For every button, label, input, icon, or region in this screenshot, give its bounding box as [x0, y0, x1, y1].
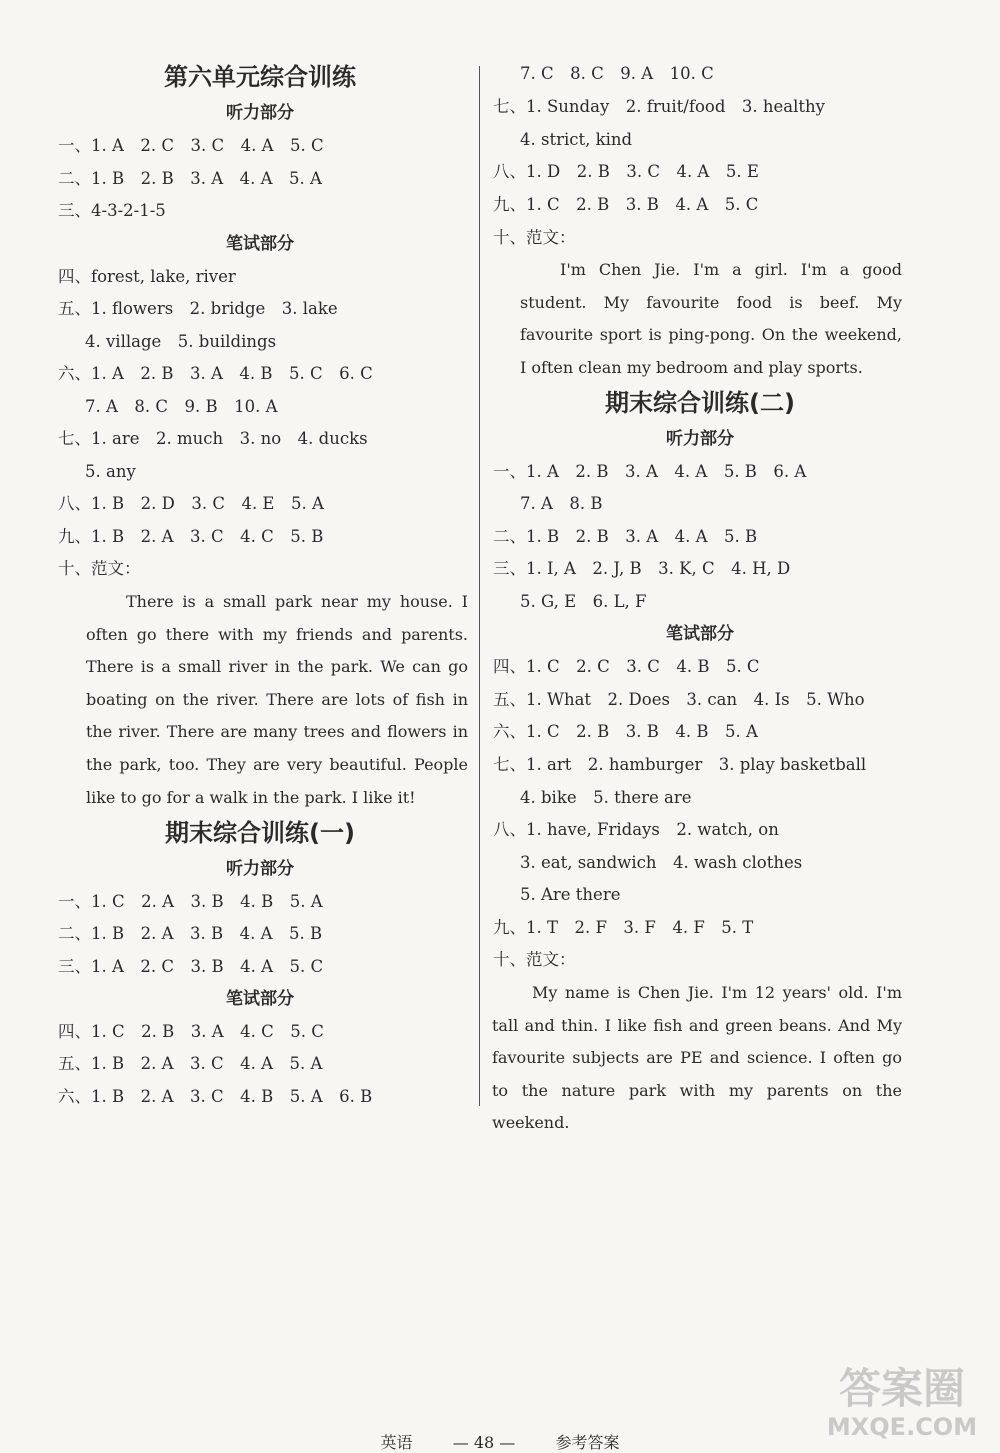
answer-line: 5. any — [85, 462, 136, 481]
footer-subject: 英语 — [380, 1433, 413, 1452]
answer-line: 六、1. C 2. B 3. B 4. B 5. A — [493, 722, 758, 741]
answer-line: 五、1. What 2. Does 3. can 4. Is 5. Who — [493, 690, 865, 709]
answer-line: 4. strict, kind — [520, 130, 633, 149]
answer-line: 七、1. art 2. hamburger 3. play basketball — [493, 755, 867, 774]
answer-line: 九、1. T 2. F 3. F 4. F 5. T — [493, 918, 754, 937]
final1-written-heading: 笔试部分 — [226, 989, 294, 1009]
answer-line: 四、1. C 2. B 3. A 4. C 5. C — [58, 1022, 324, 1041]
final1-title: 期末综合训练(一) — [165, 819, 355, 847]
footer-section: 参考答案 — [555, 1433, 620, 1452]
answer-line: 七、1. are 2. much 3. no 4. ducks — [58, 429, 368, 448]
unit6-essay: There is a small park near my house. I often go there with my friends and parents. There is a small river in the park. We can go boating on the river. There are lots of fish in the river. There are many trees and flowers in the park, too. They are very beautiful. People like to go for a walk in the park. I like it! — [86, 592, 468, 807]
answer-line: 六、1. B 2. A 3. C 4. B 5. A 6. B — [58, 1087, 373, 1106]
answer-line: 六、1. A 2. B 3. A 4. B 5. C 6. C — [58, 364, 373, 383]
answer-line: 四、forest, lake, river — [58, 267, 236, 286]
answer-line: 二、1. B 2. B 3. A 4. A 5. B — [493, 527, 758, 546]
answer-line: 4. village 5. buildings — [85, 332, 277, 351]
answer-line: 四、1. C 2. C 3. C 4. B 5. C — [493, 657, 760, 676]
answer-line: 5. Are there — [520, 885, 621, 904]
answer-line: 3. eat, sandwich 4. wash clothes — [520, 853, 803, 872]
watermark-text-bottom: MXQE.COM — [826, 1413, 978, 1441]
answer-line: 三、1. A 2. C 3. B 4. A 5. C — [58, 957, 324, 976]
answer-line: 三、1. I, A 2. J, B 3. K, C 4. H, D — [493, 559, 791, 578]
answer-line: 五、1. B 2. A 3. C 4. A 5. A — [58, 1054, 323, 1073]
final2-essay: My name is Chen Jie. I'm 12 years' old. I'm tall and thin. I like fish and green beans. And My favourite subjects are PE and science. I often go to the nature park with my parents on the weekend. — [492, 983, 902, 1133]
final1-listening-heading: 听力部分 — [226, 859, 294, 879]
answer-line: 一、1. C 2. A 3. B 4. B 5. A — [58, 892, 323, 911]
answer-line: 九、1. C 2. B 3. B 4. A 5. C — [493, 195, 759, 214]
page-number: — 48 — — [452, 1433, 516, 1452]
answer-line: 7. C 8. C 9. A 10. C — [520, 64, 714, 83]
answer-line: 7. A 8. C 9. B 10. A — [85, 397, 278, 416]
answer-line: 三、4-3-2-1-5 — [58, 201, 166, 220]
final2-listening-heading: 听力部分 — [666, 429, 734, 449]
essay-label: 十、范文： — [493, 950, 576, 969]
answer-line: 4. bike 5. there are — [520, 788, 692, 807]
answer-line: 七、1. Sunday 2. fruit/food 3. healthy — [493, 97, 825, 116]
unit6-written-heading: 笔试部分 — [226, 234, 294, 254]
unit6-title: 第六单元综合训练 — [164, 63, 356, 91]
final2-title: 期末综合训练(二) — [605, 389, 795, 417]
final1-essay: I'm Chen Jie. I'm a girl. I'm a good student. My favourite food is beef. My favourite sport is ping-pong. On the weekend, I often clean my bedroom and play sports. — [520, 260, 902, 377]
answer-line: 八、1. B 2. D 3. C 4. E 5. A — [58, 494, 324, 513]
answer-line: 一、1. A 2. B 3. A 4. A 5. B 6. A — [493, 462, 807, 481]
column-divider — [479, 66, 480, 1106]
answer-line: 二、1. B 2. A 3. B 4. A 5. B — [58, 924, 323, 943]
unit6-listening-heading: 听力部分 — [226, 103, 294, 123]
answer-line: 五、1. flowers 2. bridge 3. lake — [58, 299, 338, 318]
watermark-text-top: 答案圈 — [838, 1364, 966, 1413]
final2-written-heading: 笔试部分 — [666, 624, 734, 644]
answer-line: 一、1. A 2. C 3. C 4. A 5. C — [58, 136, 324, 155]
answer-line: 7. A 8. B — [520, 494, 603, 513]
answer-line: 二、1. B 2. B 3. A 4. A 5. A — [58, 169, 322, 188]
answer-line: 5. G, E 6. L, F — [520, 592, 647, 611]
watermark-logo — [812, 1355, 992, 1445]
answer-line: 八、1. D 2. B 3. C 4. A 5. E — [493, 162, 759, 181]
answer-line: 九、1. B 2. A 3. C 4. C 5. B — [58, 527, 324, 546]
essay-label: 十、范文： — [493, 228, 576, 247]
essay-label: 十、范文： — [58, 559, 141, 578]
answer-line: 八、1. have, Fridays 2. watch, on — [493, 820, 779, 839]
